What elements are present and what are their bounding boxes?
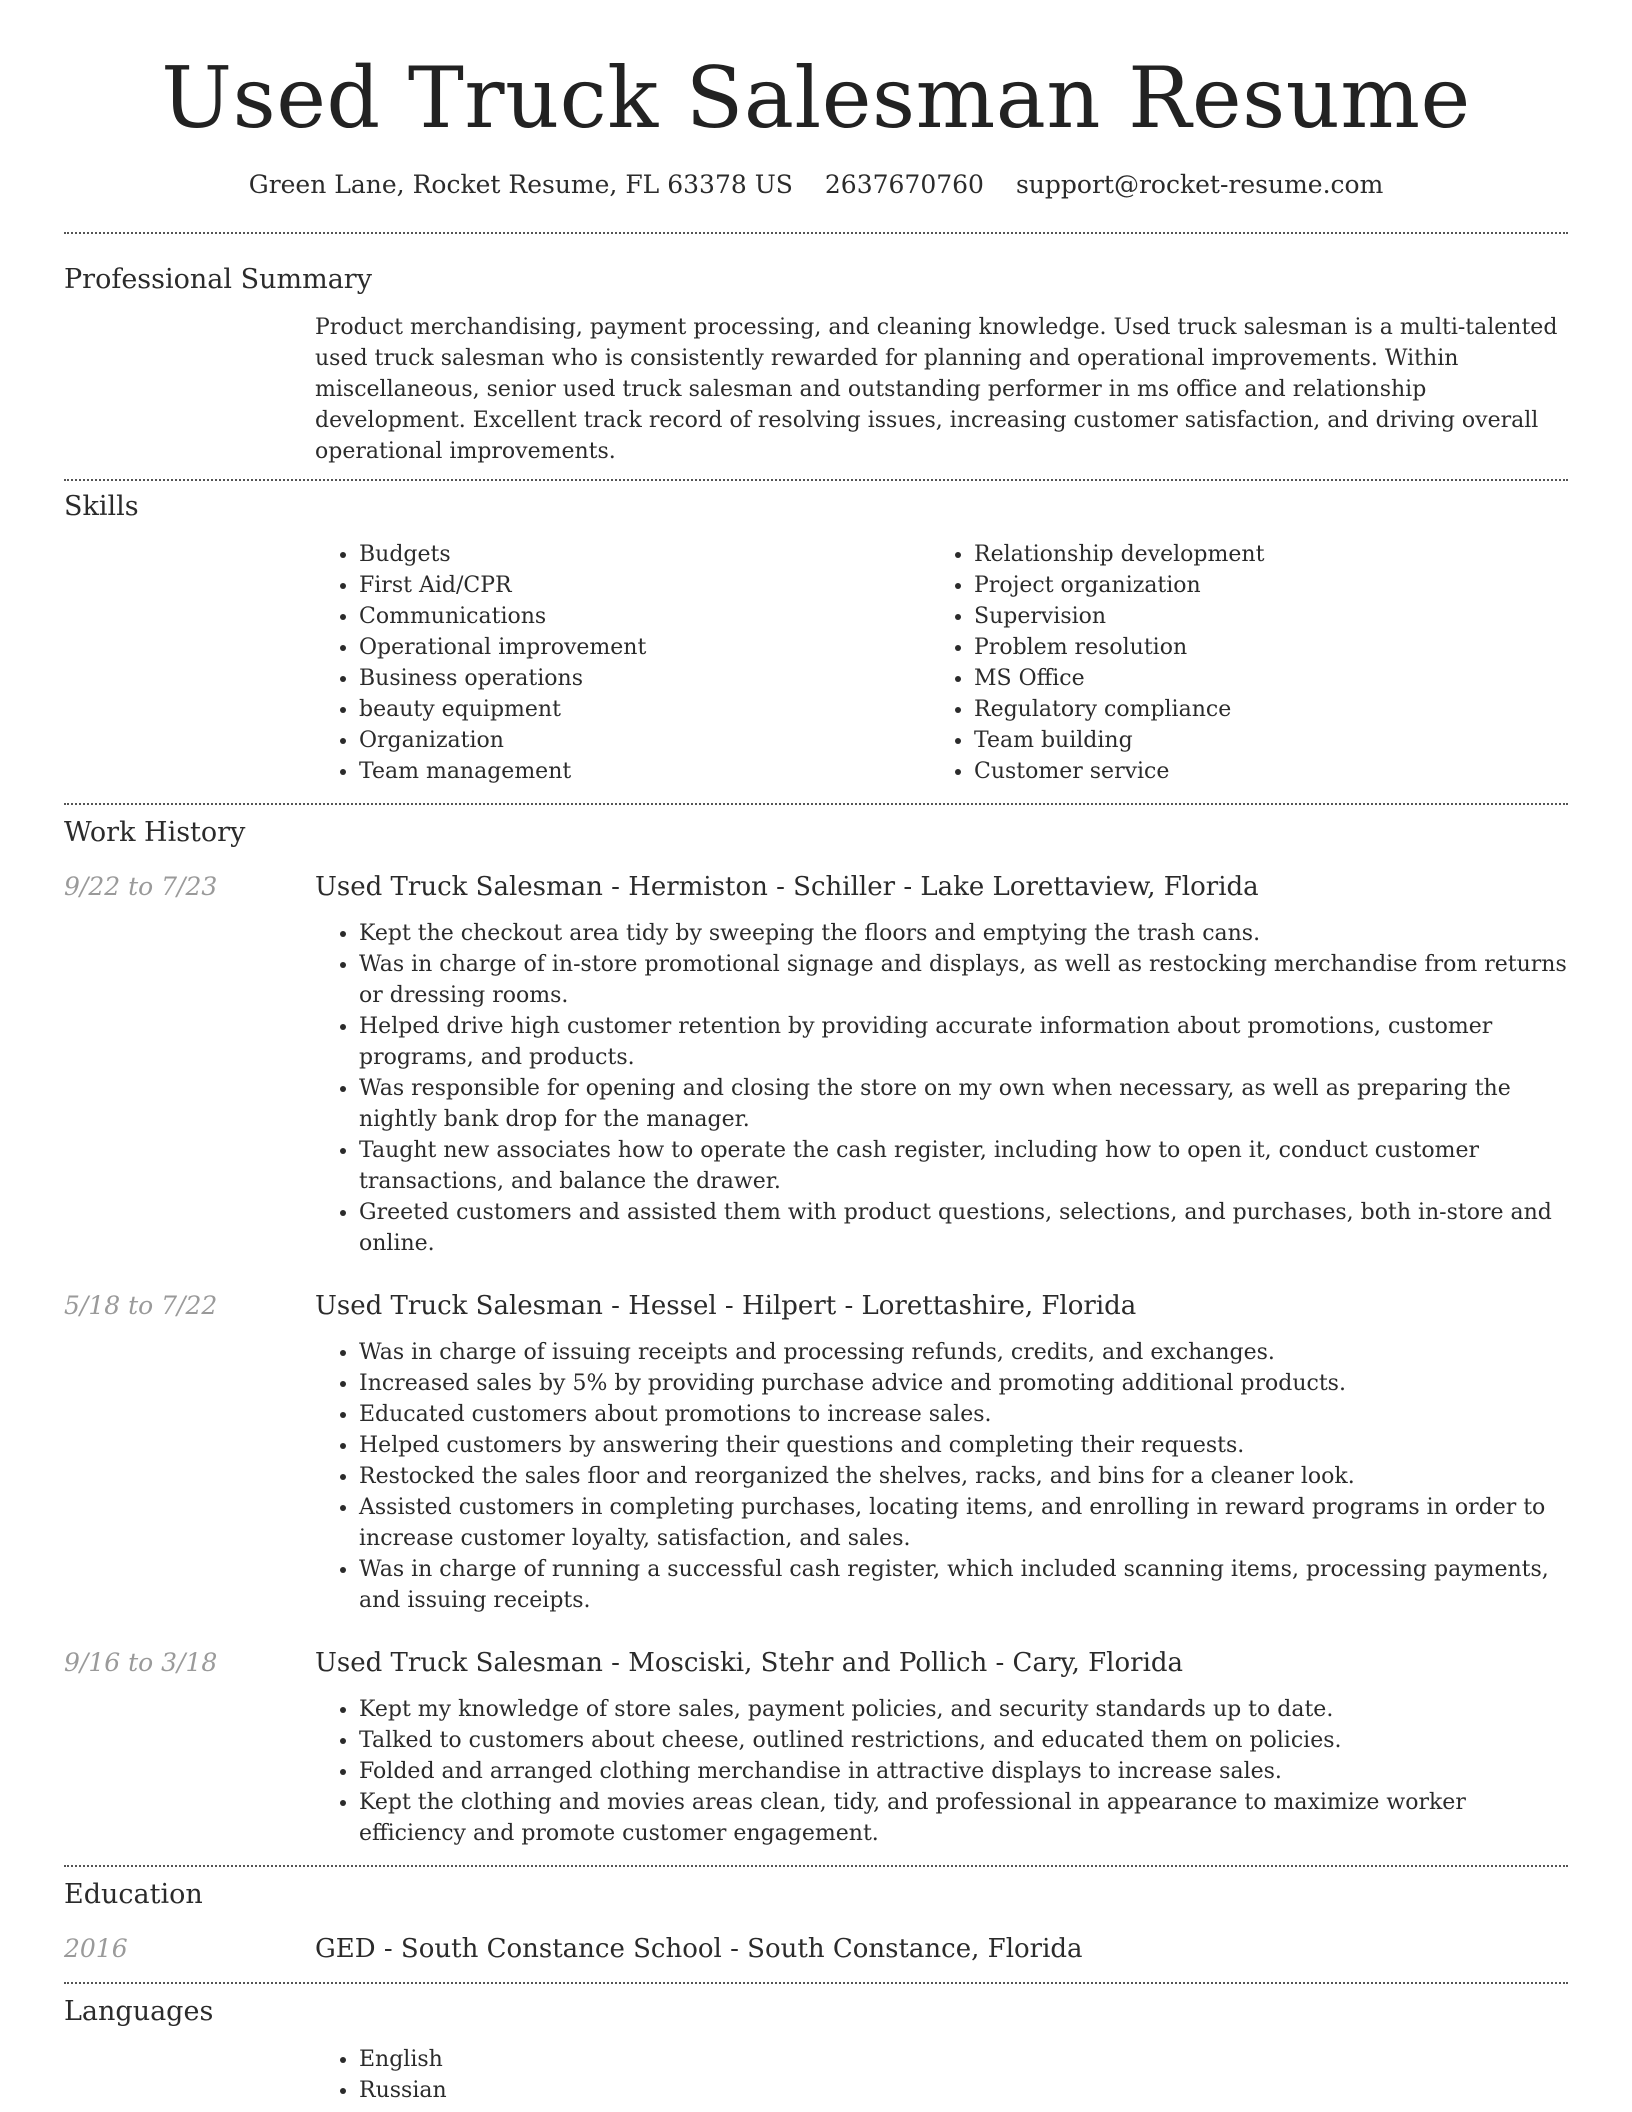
language-item: • English xyxy=(359,2044,1568,2075)
education-degree: GED - South Constance School - South Constance, Florida xyxy=(315,1934,1083,1965)
job-duty: • Was responsible for opening and closing the store on my own when necessary, as well as preparing the nightly bank drop for the manager. xyxy=(359,1073,1568,1135)
job-title: Used Truck Salesman - Hermiston - Schiller - Lake Lorettaview, Florida xyxy=(315,872,1259,903)
job-entry xyxy=(64,870,1568,1259)
education-entry xyxy=(64,1932,1568,1966)
job-duty: • Kept my knowledge of store sales, payment policies, and security standards up to date. xyxy=(359,1694,1568,1725)
skill-item: • Supervision xyxy=(974,601,1568,632)
job-title: Used Truck Salesman - Hessel - Hilpert - Lorettashire, Florida xyxy=(315,1291,1137,1322)
job-duty: • Educated customers about promotions to increase sales. xyxy=(359,1399,1568,1430)
job-body xyxy=(315,1646,1568,1849)
skill-item: • beauty equipment xyxy=(359,694,930,725)
job-duty: • Folded and arranged clothing merchandise in attractive displays to increase sales. xyxy=(359,1756,1568,1787)
job-duty: • Kept the checkout area tidy by sweeping the floors and emptying the trash cans. xyxy=(359,918,1568,949)
education-year: 2016 xyxy=(64,1934,128,1964)
job-entry xyxy=(64,1646,1568,1849)
job-duty: • Increased sales by 5% by providing purchase advice and promoting additional products. xyxy=(359,1368,1568,1399)
skill-item: • Customer service xyxy=(974,756,1568,787)
skills-list xyxy=(315,539,1568,787)
job-duty: • Kept the clothing and movies areas clean, tidy, and professional in appearance to maximize worker efficiency and promote customer engagement. xyxy=(359,1787,1568,1849)
job-duties xyxy=(315,1337,1568,1616)
job-dates: 9/22 to 7/23 xyxy=(64,872,218,902)
job-duty: • Helped customers by answering their questions and completing their requests. xyxy=(359,1430,1568,1461)
education-section xyxy=(0,1867,1632,1966)
skills-section xyxy=(0,481,1632,787)
skills-right-column xyxy=(930,539,1568,787)
contact-email[interactable]: support@rocket-resume.com xyxy=(1015,170,1384,200)
job-duty: • Was in charge of running a successful cash register, which included scanning items, processing payments, and issuing receipts. xyxy=(359,1554,1568,1616)
summary-section xyxy=(0,234,1632,467)
skill-item: • Problem resolution xyxy=(974,632,1568,663)
job-dates: 9/16 to 3/18 xyxy=(64,1648,218,1678)
job-body xyxy=(315,870,1568,1259)
skills-left-column xyxy=(315,539,930,787)
job-title: Used Truck Salesman - Mosciski, Stehr and Pollich - Cary, Florida xyxy=(315,1648,1184,1679)
language-item: • Russian xyxy=(359,2075,1568,2106)
skill-item: • Team building xyxy=(974,725,1568,756)
summary-text: Product merchandising, payment processing, and cleaning knowledge. Used truck salesman is a multi-talented used truck salesman who is consistently rewarded for planning and operational improvements. Within miscellaneous, senior used truck salesman and outstanding performer in ms office and relationship development. Excellent track record of resolving issues, increasing customer satisfaction, and driving overall operational improvements. xyxy=(315,315,1558,465)
job-duties xyxy=(315,918,1568,1259)
skill-item: • Business operations xyxy=(359,663,930,694)
languages-list xyxy=(315,2044,1568,2106)
skills-heading: Skills xyxy=(64,491,139,523)
job-duty: • Taught new associates how to operate the cash register, including how to open it, conduct customer transactions, and balance the drawer. xyxy=(359,1135,1568,1197)
job-duty: • Assisted customers in completing purchases, locating items, and enrolling in reward programs in order to increase customer loyalty, satisfaction, and sales. xyxy=(359,1492,1568,1554)
job-duty: • Was in charge of in-store promotional signage and displays, as well as restocking merchandise from returns or dressing rooms. xyxy=(359,949,1568,1011)
skill-item: • Relationship development xyxy=(974,539,1568,570)
skill-item: • Project organization xyxy=(974,570,1568,601)
skill-item: • Organization xyxy=(359,725,930,756)
education-heading: Education xyxy=(64,1879,203,1911)
contact-phone: 2637670760 xyxy=(824,170,984,200)
contact-info xyxy=(0,170,1632,199)
languages-section xyxy=(0,1984,1632,2106)
job-duties xyxy=(315,1694,1568,1849)
job-duty: • Talked to customers about cheese, outlined restrictions, and educated them on policies. xyxy=(359,1725,1568,1756)
job-entry xyxy=(64,1289,1568,1616)
job-duty: • Greeted customers and assisted them with product questions, selections, and purchases, both in-store and online. xyxy=(359,1197,1568,1259)
skill-item: • First Aid/CPR xyxy=(359,570,930,601)
work-history-section xyxy=(0,805,1632,1849)
work-history-heading: Work History xyxy=(64,817,246,849)
skill-item: • Regulatory compliance xyxy=(974,694,1568,725)
contact-address: Green Lane, Rocket Resume, FL 63378 US xyxy=(248,170,793,200)
resume-title: Used Truck Salesman Resume xyxy=(161,49,1471,147)
job-duty: • Helped drive high customer retention by providing accurate information about promotions, customer programs, and products. xyxy=(359,1011,1568,1073)
job-duty: • Restocked the sales floor and reorganized the shelves, racks, and bins for a cleaner look. xyxy=(359,1461,1568,1492)
skill-item: • Operational improvement xyxy=(359,632,930,663)
job-duty: • Was in charge of issuing receipts and processing refunds, credits, and exchanges. xyxy=(359,1337,1568,1368)
job-dates: 5/18 to 7/22 xyxy=(64,1291,218,1321)
job-body xyxy=(315,1289,1568,1616)
skill-item: • Budgets xyxy=(359,539,930,570)
skill-item: • Communications xyxy=(359,601,930,632)
languages-heading: Languages xyxy=(64,1996,214,2028)
summary-heading: Professional Summary xyxy=(64,264,372,296)
skill-item: • Team management xyxy=(359,756,930,787)
skill-item: • MS Office xyxy=(974,663,1568,694)
